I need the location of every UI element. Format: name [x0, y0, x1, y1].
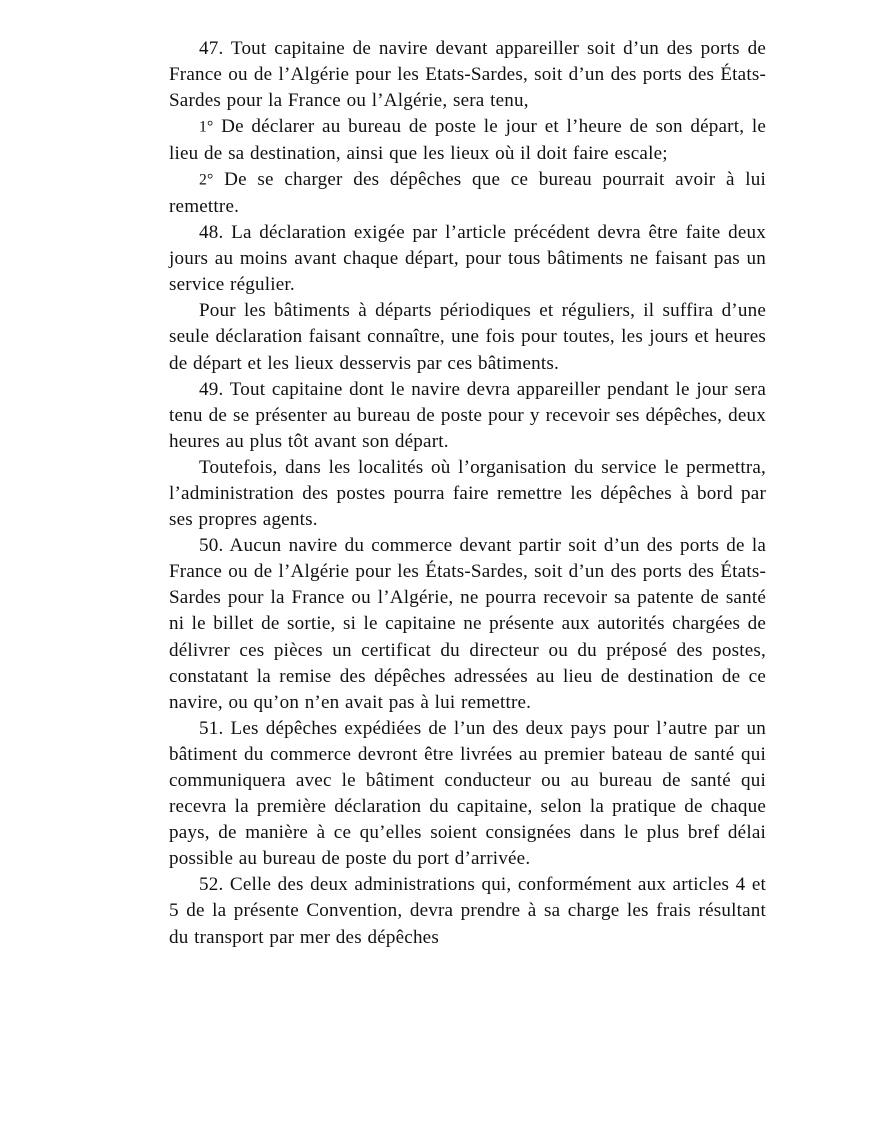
paragraph-article-47: 47. Tout capitaine de navire devant appareiller soit d’un des ports de France ou de l’Algérie pour les Etats-Sardes, soit d’un des ports des États-Sardes pour la France ou l’Algérie, sera tenu, — [169, 38, 766, 112]
paragraph-article-51: 51. Les dépêches expédiées de l’un des deux pays pour l’autre par un bâtiment du commerce devront être livrées au premier bateau de santé qui communiquera avec le bâtiment conducteur ou au bureau de santé qui recevra la première déclaration du capitaine, selon la pratique de chaque pays, de manière à ce qu’elles soient consignées dans le plus bref délai possible au bureau de poste du port d’arrivée. — [169, 717, 766, 870]
text-column — [169, 36, 766, 951]
paragraph-item-2: 2° De se charger des dépêches que ce bureau pourrait avoir à lui remettre. — [169, 169, 766, 217]
paragraph-article-48-continued: Pour les bâtiments à départs périodiques et réguliers, il suffira d’une seule déclaration faisant connaître, une fois pour toutes, les jours et heures de départ et les lieux desservis par ces bâtiments. — [169, 300, 766, 374]
paragraph-article-49-continued: Toutefois, dans les localités où l’organisation du service le permettra, l’administration des postes pourra faire remettre les dépêches à bord par ses propres agents. — [169, 456, 766, 531]
paragraph-item-1: 1° De déclarer au bureau de poste le jour et l’heure de son départ, le lieu de sa destination, ainsi que les lieux où il doit faire escale; — [169, 116, 766, 165]
paragraph-article-50: 50. Aucun navire du commerce devant partir soit d’un des ports de la France ou de l’Algérie pour les États-Sardes, soit d’un des ports des États-Sardes pour la France ou l’Algérie, ne pourra recevoir sa patente de santé ni le billet de sortie, si le capitaine ne présente aux autorités chargées de délivrer ces pièces un certificat du directeur ou du préposé des postes, constatant la remise des dépêches adressées au lieu de destination de ce navire, ou qu’on n’en avait pas à lui remettre. — [169, 535, 766, 713]
paragraph-article-52: 52. Celle des deux administrations qui, conformément aux articles 4 et 5 de la présente Convention, devra prendre à sa charge les frais résultant du transport par mer des dépêches — [169, 874, 766, 948]
ordinal-marker: 2° — [199, 171, 214, 189]
ordinal-marker: 1° — [199, 118, 214, 136]
paragraph-article-48: 48. La déclaration exigée par l’article précédent devra être faite deux jours au moins avant chaque départ, pour tous bâtiments ne faisant pas un service régulier. — [169, 222, 766, 296]
paragraph-article-49: 49. Tout capitaine dont le navire devra appareiller pendant le jour sera tenu de se présenter au bureau de poste pour y recevoir ses dépêches, deux heures au plus tôt avant son départ. — [169, 378, 766, 452]
